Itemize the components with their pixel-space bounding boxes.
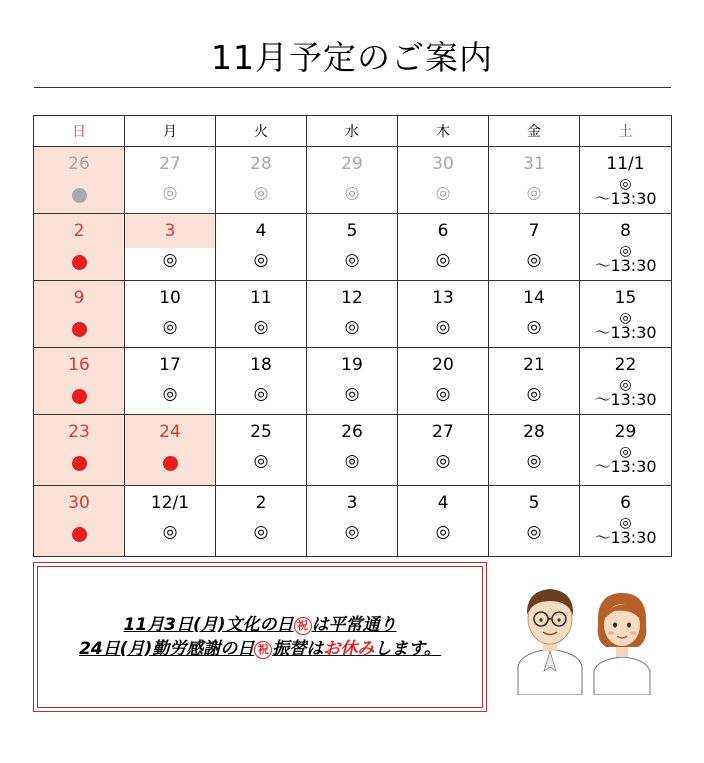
day-cell <box>398 214 489 281</box>
open-mark-icon: ◎ <box>162 250 178 270</box>
day-cell <box>489 147 580 214</box>
saturday-hours: ～13:30 <box>594 189 657 208</box>
open-mark-icon: ◎ <box>526 250 542 270</box>
day-cell <box>216 415 307 486</box>
day-number: 20 <box>432 355 454 375</box>
day-number: 18 <box>250 355 272 375</box>
open-mark-icon: ◎ <box>435 451 451 471</box>
open-mark-icon: ◎ <box>253 317 269 337</box>
week-row <box>34 415 672 486</box>
day-number: 25 <box>250 422 272 442</box>
closed-dot-icon <box>72 255 87 270</box>
day-cell <box>580 348 672 415</box>
day-cell <box>489 486 580 557</box>
day-number: 16 <box>68 355 90 375</box>
day-cell <box>216 281 307 348</box>
open-mark-icon: ◎ <box>344 384 360 404</box>
open-mark-icon: ◎ <box>526 522 542 542</box>
open-mark-icon: ◎ <box>162 522 178 542</box>
holiday-mark-icon: 祝 <box>294 617 312 635</box>
day-cell <box>580 415 672 486</box>
day-cell <box>216 486 307 557</box>
day-cell <box>307 415 398 486</box>
day-number: 6 <box>437 221 449 241</box>
day-cell <box>125 214 216 281</box>
open-mark-icon: ◎ <box>344 250 360 270</box>
day-number: 19 <box>341 355 363 375</box>
day-cell <box>216 147 307 214</box>
open-mark-icon: ◎ <box>253 451 269 471</box>
notice-line-1 <box>34 613 486 637</box>
open-mark-icon: ◎ <box>435 250 451 270</box>
week-row <box>34 348 672 415</box>
day-number: 3 <box>346 493 358 513</box>
weekday-sun: 日 <box>34 116 125 147</box>
open-mark-icon: ◎ <box>162 384 178 404</box>
holiday-notice-box <box>33 562 487 712</box>
open-mark-icon: ◎ <box>435 384 451 404</box>
day-number: 28 <box>523 422 545 442</box>
day-number: 2 <box>255 493 267 513</box>
weekday-mon: 月 <box>125 116 216 147</box>
day-number: 29 <box>341 154 363 174</box>
day-cell <box>580 281 672 348</box>
saturday-hours: ～13:30 <box>594 256 657 275</box>
day-number: 30 <box>68 493 90 513</box>
saturday-hours: ～13:30 <box>594 457 657 476</box>
day-number: 30 <box>432 154 454 174</box>
day-number: 29 <box>614 422 637 442</box>
day-cell <box>489 281 580 348</box>
title-divider <box>34 87 671 88</box>
day-cell <box>398 281 489 348</box>
day-number: 11/1 <box>606 154 645 174</box>
day-cell <box>216 348 307 415</box>
open-mark-icon: ◎ <box>344 451 360 471</box>
open-mark-icon: ◎ <box>526 183 542 203</box>
day-number: 2 <box>73 221 85 241</box>
saturday-hours: ～13:30 <box>594 528 657 547</box>
open-mark-icon: ◎ <box>435 183 451 203</box>
closed-dot-icon <box>72 527 87 542</box>
notice-line-1-date: 11月3日(月)文化の日 <box>123 615 294 635</box>
weekday-wed: 水 <box>307 116 398 147</box>
day-number: 5 <box>346 221 358 241</box>
day-number: 10 <box>159 288 181 308</box>
closed-dot-icon <box>72 322 87 337</box>
male-staff-icon <box>518 589 582 695</box>
day-cell <box>580 147 672 214</box>
weekday-thu: 木 <box>398 116 489 147</box>
open-mark-icon: ◎ <box>619 310 632 326</box>
day-number: 15 <box>614 288 637 308</box>
day-number: 8 <box>620 221 631 241</box>
day-number: 14 <box>523 288 545 308</box>
closed-dot-icon <box>163 456 178 471</box>
notice-line-2-end: します。 <box>374 639 441 659</box>
saturday-hours: ～13:30 <box>594 323 657 342</box>
day-number: 27 <box>432 422 454 442</box>
day-cell <box>580 486 672 557</box>
open-mark-icon: ◎ <box>619 515 632 531</box>
day-cell <box>307 214 398 281</box>
day-number: 23 <box>68 422 90 442</box>
open-mark-icon: ◎ <box>344 522 360 542</box>
day-cell <box>307 147 398 214</box>
day-number: 12 <box>341 288 363 308</box>
day-cell <box>489 415 580 486</box>
day-cell <box>489 348 580 415</box>
notice-line-2-date: 24日(月)勤労感謝の日 <box>79 639 255 659</box>
day-number: 26 <box>341 422 363 442</box>
open-mark-icon: ◎ <box>344 183 360 203</box>
open-mark-icon: ◎ <box>162 317 178 337</box>
week-row <box>34 486 672 557</box>
female-staff-icon <box>594 593 650 695</box>
notice-closed-word: お休み <box>323 639 375 659</box>
day-cell <box>398 147 489 214</box>
day-cell <box>34 415 125 486</box>
day-number: 22 <box>614 355 637 375</box>
weekday-header-row <box>34 116 672 147</box>
staff-illustration <box>510 575 670 695</box>
weekday-tue: 火 <box>216 116 307 147</box>
day-cell <box>125 281 216 348</box>
day-cell <box>580 214 672 281</box>
day-cell <box>125 147 216 214</box>
open-mark-icon: ◎ <box>526 451 542 471</box>
weekday-fri: 金 <box>489 116 580 147</box>
week-row <box>34 281 672 348</box>
day-cell <box>307 281 398 348</box>
day-number: 9 <box>73 288 85 308</box>
day-cell <box>125 486 216 557</box>
notice-line-2 <box>34 637 486 661</box>
day-number: 11 <box>250 288 272 308</box>
open-mark-icon: ◎ <box>619 377 632 393</box>
open-mark-icon: ◎ <box>344 317 360 337</box>
open-mark-icon: ◎ <box>162 183 178 203</box>
open-mark-icon: ◎ <box>619 243 632 259</box>
day-number: 24 <box>159 422 181 442</box>
notice-line-1-status: は平常通り <box>311 615 397 635</box>
open-mark-icon: ◎ <box>619 176 632 192</box>
open-mark-icon: ◎ <box>253 522 269 542</box>
day-cell <box>307 486 398 557</box>
day-number: 13 <box>432 288 454 308</box>
day-cell <box>398 348 489 415</box>
day-number: 21 <box>523 355 545 375</box>
day-cell <box>34 214 125 281</box>
day-cell <box>489 214 580 281</box>
holiday-mark-icon: 祝 <box>254 641 272 659</box>
day-number: 4 <box>437 493 449 513</box>
day-cell <box>125 415 216 486</box>
open-mark-icon: ◎ <box>253 250 269 270</box>
week-row <box>34 147 672 214</box>
week-row <box>34 214 672 281</box>
closed-dot-icon <box>72 188 87 203</box>
day-number: 27 <box>159 154 181 174</box>
calendar-table <box>33 115 672 557</box>
open-mark-icon: ◎ <box>526 384 542 404</box>
day-number: 12/1 <box>150 493 190 513</box>
day-cell <box>307 348 398 415</box>
open-mark-icon: ◎ <box>253 183 269 203</box>
day-number: 4 <box>255 221 267 241</box>
closed-dot-icon <box>72 456 87 471</box>
saturday-hours: ～13:30 <box>594 390 657 409</box>
day-cell <box>398 415 489 486</box>
day-number: 17 <box>159 355 181 375</box>
weekday-sat: 土 <box>580 116 672 147</box>
day-number: 5 <box>528 493 540 513</box>
open-mark-icon: ◎ <box>435 522 451 542</box>
closed-dot-icon <box>72 389 87 404</box>
open-mark-icon: ◎ <box>435 317 451 337</box>
day-number: 31 <box>523 154 545 174</box>
open-mark-icon: ◎ <box>526 317 542 337</box>
day-number: 7 <box>528 221 540 241</box>
day-cell <box>34 147 125 214</box>
day-cell <box>125 348 216 415</box>
day-cell <box>398 486 489 557</box>
page-title: 11月予定のご案内 <box>211 38 493 77</box>
day-number: 3 <box>125 214 215 248</box>
day-number: 6 <box>620 493 631 513</box>
day-number: 26 <box>68 154 90 174</box>
day-cell <box>34 486 125 557</box>
day-cell <box>34 348 125 415</box>
open-mark-icon: ◎ <box>253 384 269 404</box>
notice-text <box>34 613 486 661</box>
day-cell <box>216 214 307 281</box>
notice-line-2-substitute: 振替は <box>272 639 324 659</box>
day-number: 28 <box>250 154 272 174</box>
day-cell <box>34 281 125 348</box>
open-mark-icon: ◎ <box>619 444 632 460</box>
